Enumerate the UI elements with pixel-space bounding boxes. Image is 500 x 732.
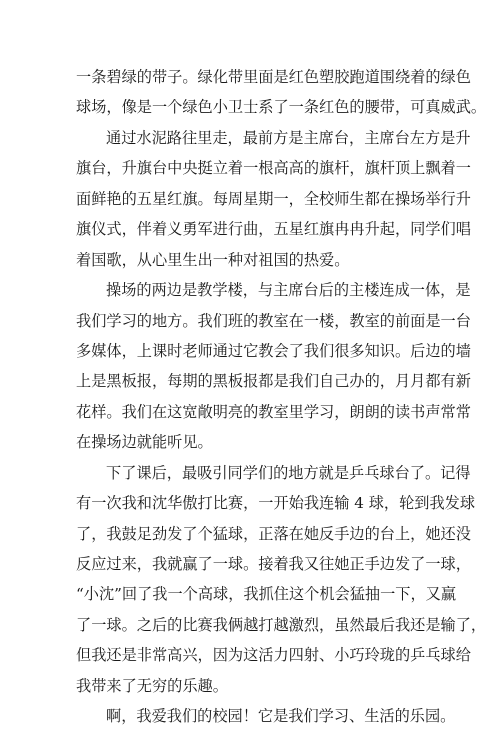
text-line: 旗仪式，伴着义勇军进行曲，五星红旗冉冉升起，同学们唱 (76, 220, 471, 239)
text-line: 多媒体，上课时老师通过它教会了我们很多知识。后边的墙 (76, 341, 471, 360)
paragraph-4 (76, 458, 487, 702)
text-line: 下了课后，最吸引同学们的地方就是乒乓球台了。记得 (106, 463, 471, 482)
text-line: 在操场边就能听见。 (76, 433, 213, 452)
text-line: 我带来了无穷的乐趣。 (76, 676, 228, 695)
text-line: 着国歌，从心里生出一种对祖国的热爱。 (76, 250, 350, 269)
text-line: 有一次我和沈华傲打比赛，一开始我连输 4 球，轮到我发球 (76, 494, 476, 513)
text-line: 反应过来，我就赢了一球。接着我又往她正手边发了一球， (76, 555, 471, 573)
paragraph-1 (76, 62, 487, 123)
text-line: 操场的两边是教学楼，与主席台后的主楼连成一体，是 (106, 281, 471, 300)
text-line: 上是黑板报，每期的黑板报都是我们自己办的，月月都有新 (76, 372, 471, 391)
paragraph-3 (76, 275, 471, 458)
text-line: 球场，像是一个绿色小卫士系了一条红色的腰带，可真威武。 (76, 98, 487, 117)
document-page (76, 62, 487, 732)
text-line: 通过水泥路往里走，最前方是主席台，主席台左方是升 (106, 128, 471, 147)
text-line: 旗台，升旗台中央挺立着一根高高的旗杆，旗杆顶上飘着一 (76, 159, 471, 178)
text-line: 花样。我们在这宽敞明亮的教室里学习，朗朗的读书声常常 (76, 402, 471, 421)
text-line: 啊，我爱我们的校园！它是我们学习、生活的乐园。 (106, 707, 456, 726)
paragraph-2 (76, 123, 471, 275)
text-line: 但我还是非常高兴，因为这活力四射、小巧玲珑的乒乓球给 (76, 646, 471, 665)
text-line: 面鲜艳的五星红旗。每周星期一，全校师生都在操场举行升 (76, 189, 471, 208)
text-line: 了一球。之后的比赛我俩越打越激烈，虽然最后我还是输了， (76, 615, 487, 634)
paragraph-5 (76, 701, 456, 731)
text-line: “小沈”回了我一个高球，我抓住这个机会猛抽一下，又赢 (76, 585, 457, 604)
text-line: 了，我鼓足劲发了个猛球，正落在她反手边的台上，她还没 (76, 524, 471, 543)
text-line: 一条碧绿的带子。绿化带里面是红色塑胶跑道围绕着的绿色 (76, 68, 471, 86)
text-line: 我们学习的地方。我们班的教室在一楼，教室的前面是一台 (76, 311, 471, 330)
